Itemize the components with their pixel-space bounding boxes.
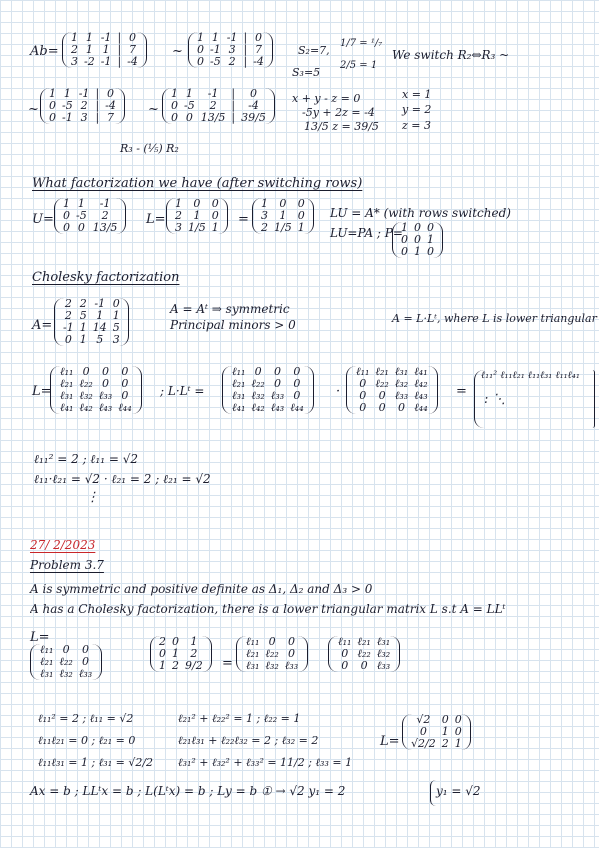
equals: = [238, 212, 249, 227]
matrix-cell: ℓ₃₁ [246, 659, 260, 672]
matrix-cell: 1 [159, 659, 166, 672]
date-heading: 27/ 2/2023 [30, 538, 96, 552]
matrix-cell: 0 [279, 197, 287, 210]
matrix-cell: 1 [71, 31, 78, 44]
calc-1: ℓ₁₁² = 2 ; ℓ₁₁ = √2 [38, 712, 134, 725]
matrix-cell: 7 [107, 111, 115, 124]
matrix-cell: 13/5 [92, 221, 118, 234]
matrix-cell: 7 [129, 43, 137, 56]
matrix-cell: 2 [261, 221, 268, 234]
matrix-cell: | [117, 55, 122, 68]
matrix-cell: | [117, 31, 122, 44]
matrix-cell: 0 [197, 55, 204, 68]
calc-4: ℓ₂₁² + ℓ₂₂² = 1 ; ℓ₂₂ = 1 [178, 712, 301, 725]
matrix-cell: ℓ₃₃ [394, 389, 409, 402]
matrix-cell: -5 [76, 209, 87, 222]
matrix-cell: ℓ₂₂ [375, 377, 389, 390]
problem-line-1: A is symmetric and positive definite as Δ₁, Δ₂ and Δ₃ > 0 [30, 582, 373, 596]
llt-label: ; L·Lᵗ = [160, 384, 205, 398]
problem-line-2: A has a Cholesky factorization, there is a lower triangular matrix L s.t A = LLᵗ [30, 602, 506, 616]
matrix-cell: ℓ₃₃ [376, 659, 391, 672]
l-matrix-switched [252, 198, 314, 234]
matrix-cell: 1 [77, 197, 85, 210]
matrix-cell: 0 [193, 197, 201, 210]
matrix-cell: ℓ₂₁ [375, 365, 389, 378]
matrix-cell: 1 [279, 209, 287, 222]
matrix-cell: 0 [274, 377, 282, 390]
matrix-cell: 0 [171, 111, 178, 124]
tilde: ~ [28, 102, 39, 117]
matrix-cell: 1 [190, 635, 198, 648]
fraction-2: 2/5 = 1 [340, 60, 378, 71]
matrix-cell: -1 [207, 87, 219, 100]
matrix-cell: 9/2 [185, 659, 203, 672]
calc-5: ℓ₂₁ℓ₃₁ + ℓ₂₂ℓ₃₂ = 2 ; ℓ₃₂ = 2 [178, 734, 319, 747]
matrix-cell: 0 [274, 365, 282, 378]
matrix-cell: 1 [171, 87, 178, 100]
l-label: L= [32, 384, 52, 399]
matrix-cell: ℓ₄₂ [414, 377, 428, 390]
matrix-cell: 0 [341, 659, 349, 672]
a-label: A= [32, 318, 53, 333]
matrix-cell: ℓ₄₁ [414, 365, 428, 378]
matrix-cell: 5 [112, 321, 120, 334]
matrix-cell: 2 [172, 659, 179, 672]
augmented-matrix-4 [162, 88, 275, 124]
equals: = [222, 656, 233, 671]
brace [430, 780, 439, 806]
matrix-cell: 0 [293, 377, 301, 390]
matrix-cell: 0 [63, 221, 70, 234]
matrix-cell: 1 [85, 31, 93, 44]
matrix-cell: 0 [159, 647, 166, 660]
matrix-cell: -5 [210, 55, 221, 68]
matrix-cell: ℓ₃₁ [60, 389, 74, 402]
matrix-cell: 0 [102, 365, 110, 378]
matrix-cell: 1 [193, 209, 201, 222]
matrix-cell: | [231, 99, 236, 112]
matrix-cell: 0 [64, 333, 72, 346]
matrix-cell: 1 [85, 43, 93, 56]
matrix-cell: | [231, 87, 236, 100]
matrix-cell: ℓ₃₂ [376, 647, 391, 660]
matrix-cell: | [95, 99, 100, 112]
matrix-cell: ℓ₄₂ [251, 401, 265, 414]
fraction-1: 1/7 = ¹/₇ [340, 38, 383, 49]
matrix-cell: 0 [398, 401, 406, 414]
matrix-cell: ℓ₃₃ [284, 659, 299, 672]
llt-note: A = L·Lᵗ, where L is lower triangular [392, 312, 597, 325]
matrix-cell: 5 [79, 309, 87, 322]
symmetric-note: A = Aᵗ ⇒ symmetric [170, 302, 290, 316]
matrix-cell: 1 [427, 233, 434, 246]
matrix-cell: -1 [99, 197, 111, 210]
matrix-cell: ℓ₂₁ [60, 377, 74, 390]
lu-note: LU = A* (with rows switched) [330, 206, 511, 220]
matrix-cell: 0 [419, 725, 427, 738]
matrix-cell: -5 [184, 99, 195, 112]
matrix-cell: 39/5 [241, 111, 266, 124]
l-unknown-matrix [30, 644, 102, 680]
matrix-cell: 3 [112, 333, 120, 346]
a-matrix-problem [150, 636, 212, 672]
s3-label: S₃=5 [292, 66, 321, 79]
matrix-cell: ℓ₃₁ [232, 389, 246, 402]
equation-3: 13/5 z = 39/5 [304, 120, 379, 133]
result-row: ℓ₁₁² ℓ₁₁ℓ₂₁ ℓ₁₁ℓ₃₁ ℓ₁₁ℓ₄₁ [474, 370, 586, 428]
matrix-cell: -1 [226, 31, 238, 44]
matrix-cell: 0 [82, 365, 90, 378]
problem-title: Problem 3.7 [30, 558, 104, 572]
l-matrix-factor [236, 636, 308, 672]
matrix-cell: 0 [121, 389, 129, 402]
matrix-cell: 3 [71, 55, 78, 68]
s2-label: S₂=7, [298, 44, 330, 57]
matrix-cell: | [243, 43, 248, 56]
matrix-cell: 0 [441, 713, 449, 726]
matrix-cell: 2 [79, 297, 87, 310]
equation-2: -5y + 2z = -4 [302, 106, 375, 119]
matrix-cell: 14 [92, 321, 107, 334]
matrix-cell: 1 [297, 221, 305, 234]
matrix-cell: ℓ₃₂ [251, 389, 265, 402]
matrix-cell: 1 [175, 197, 182, 210]
matrix-cell: ℓ₃₂ [59, 667, 73, 680]
matrix-cell: 1 [112, 309, 120, 322]
matrix-cell: 1 [172, 647, 179, 660]
matrix-cell: 1 [185, 87, 193, 100]
solution-z: z = 3 [402, 119, 432, 132]
matrix-cell: -1 [94, 297, 106, 310]
matrix-cell: 7 [255, 43, 263, 56]
matrix-cell: 0 [107, 87, 115, 100]
matrix-cell: ℓ₂₁ [40, 655, 54, 668]
matrix-cell: ℓ₄₁ [232, 401, 246, 414]
matrix-cell: 0 [341, 647, 349, 660]
matrix-cell: ℓ₃₂ [79, 389, 93, 402]
matrix-cell: 0 [414, 221, 421, 234]
matrix-cell: 2 [159, 635, 166, 648]
matrix-cell: 2 [441, 737, 449, 750]
dot: · [336, 384, 341, 399]
matrix-cell: 2 [190, 647, 198, 660]
matrix-cell: 1 [79, 333, 87, 346]
matrix-cell: 0 [288, 647, 296, 660]
matrix-cell: 1 [454, 737, 462, 750]
l-result-label: L= [380, 734, 400, 749]
matrix-cell: 1/5 [274, 221, 292, 234]
matrix-cell: 1 [96, 309, 104, 322]
matrix-cell: 0 [82, 655, 90, 668]
matrix-cell: ℓ₁₁ [338, 635, 352, 648]
matrix-cell: ℓ₁₁ [356, 365, 370, 378]
equation-1: x + y - z = 0 [292, 92, 361, 105]
matrix-cell: 1 [441, 725, 449, 738]
matrix-cell: -2 [84, 55, 95, 68]
tilde: ~ [172, 44, 183, 59]
matrix-cell: | [95, 111, 100, 124]
matrix-cell: ℓ₂₂ [59, 655, 73, 668]
matrix-cell: 0 [288, 635, 296, 648]
matrix-cell: 0 [359, 389, 367, 402]
augmented-matrix-2 [188, 32, 273, 68]
matrix-cell: 0 [414, 233, 421, 246]
matrix-cell: 0 [401, 233, 408, 246]
matrix-cell: 0 [121, 377, 129, 390]
matrix-cell: ℓ₃₃ [270, 389, 285, 402]
matrix-cell: 0 [378, 389, 386, 402]
matrix-cell: ℓ₂₁ [357, 635, 371, 648]
matrix-cell: -4 [248, 99, 259, 112]
u-matrix [54, 198, 126, 234]
l-label: L= [30, 630, 50, 645]
lu-pa: LU=PA ; P= [330, 226, 403, 240]
matrix-cell: 0 [293, 389, 301, 402]
matrix-cell: ℓ₄₄ [118, 401, 132, 414]
result-dots: : ⋱ [484, 392, 506, 407]
matrix-cell: 2 [175, 209, 182, 222]
l-generic-matrix [50, 366, 142, 414]
equals: = [456, 384, 467, 399]
matrix-cell: ℓ₂₁ [232, 377, 246, 390]
matrix-cell: -5 [62, 99, 73, 112]
matrix-cell: ℓ₂₂ [251, 377, 265, 390]
matrix-cell: 1 [211, 221, 219, 234]
matrix-cell: 3 [228, 43, 236, 56]
l-matrix [166, 198, 228, 234]
matrix-cell: 0 [211, 197, 219, 210]
matrix-cell: ℓ₄₃ [270, 401, 285, 414]
matrix-cell: 2 [228, 55, 236, 68]
matrix-cell: 0 [359, 377, 367, 390]
matrix-cell: 0 [427, 221, 434, 234]
matrix-cell: ℓ₂₂ [357, 647, 371, 660]
cholesky-step-2: ℓ₁₁·ℓ₂₁ = √2 · ℓ₂₁ = 2 ; ℓ₂₁ = √2 [34, 472, 211, 486]
matrix-cell: 0 [255, 31, 263, 44]
matrix-cell: ℓ₃₃ [98, 389, 113, 402]
matrix-cell: 1 [102, 43, 110, 56]
matrix-cell: 0 [112, 297, 120, 310]
matrix-cell: 2 [209, 99, 217, 112]
matrix-cell: -4 [253, 55, 264, 68]
augmented-matrix-1 [62, 32, 147, 68]
matrix-cell: 1 [63, 87, 71, 100]
matrix-cell: 0 [129, 31, 137, 44]
u-label: U= [32, 212, 54, 227]
l-matrix-product-left [222, 366, 314, 414]
ab-label: Ab= [30, 44, 59, 59]
matrix-cell: 0 [401, 245, 408, 258]
tilde: ~ [148, 102, 159, 117]
matrix-cell: ℓ₃₂ [394, 377, 409, 390]
matrix-cell: 2 [71, 43, 78, 56]
matrix-cell: 3 [175, 221, 182, 234]
minors-note: Principal minors > 0 [170, 318, 296, 332]
augmented-matrix-3 [40, 88, 125, 124]
matrix-cell: | [231, 111, 236, 124]
matrix-cell: 0 [121, 365, 129, 378]
matrix-cell: -1 [78, 87, 90, 100]
matrix-cell: 2 [80, 99, 88, 112]
factorization-heading: What factorization we have (after switching rows) [32, 176, 363, 191]
matrix-cell: 1/5 [188, 221, 206, 234]
calc-6: ℓ₃₁² + ℓ₃₂² + ℓ₃₃² = 11/2 ; ℓ₃₃ = 1 [178, 756, 353, 769]
matrix-cell: ℓ₁₁ [40, 643, 54, 656]
cholesky-step-1: ℓ₁₁² = 2 ; ℓ₁₁ = √2 [34, 452, 139, 466]
matrix-cell: 1 [211, 31, 219, 44]
matrix-cell: 0 [297, 197, 305, 210]
matrix-cell: ℓ₃₁ [40, 667, 54, 680]
matrix-cell: ℓ₂₂ [265, 647, 279, 660]
matrix-cell: 1 [79, 321, 87, 334]
matrix-cell: 0 [211, 209, 219, 222]
lt-matrix [346, 366, 438, 414]
matrix-cell: 0 [172, 635, 179, 648]
matrix-cell: | [117, 43, 122, 56]
matrix-cell: 0 [359, 401, 367, 414]
matrix-cell: ℓ₄₄ [414, 401, 428, 414]
matrix-cell: 0 [378, 401, 386, 414]
matrix-cell: 1 [401, 221, 408, 234]
matrix-cell: 0 [454, 713, 462, 726]
vertical-dots: ⋮ [86, 490, 99, 505]
matrix-cell: ℓ₂₂ [79, 377, 93, 390]
solve-line: Ax = b ; LLᵗx = b ; L(Lᵗx) = b ; Ly = b ① → √2 y₁ = 2 [30, 784, 346, 798]
matrix-cell: 0 [49, 99, 56, 112]
matrix-cell: ℓ₃₂ [265, 659, 279, 672]
matrix-cell: 0 [254, 365, 262, 378]
solve-y1: y₁ = √2 [436, 784, 481, 798]
matrix-cell: ℓ₃₁ [376, 635, 391, 648]
a-matrix [54, 298, 129, 346]
row-operation: R₃ - (⅕) R₂ [120, 142, 179, 155]
matrix-cell: ℓ₄₂ [79, 401, 93, 414]
matrix-cell: ℓ₄₄ [290, 401, 304, 414]
matrix-cell: 0 [185, 111, 193, 124]
matrix-cell: -1 [100, 55, 112, 68]
matrix-cell: 5 [96, 333, 104, 346]
matrix-cell: 0 [268, 635, 276, 648]
matrix-cell: ℓ₄₃ [98, 401, 113, 414]
matrix-cell: | [243, 55, 248, 68]
result-bracket [590, 370, 595, 428]
matrix-cell: 0 [293, 365, 301, 378]
matrix-cell: -1 [63, 321, 74, 334]
matrix-cell: 0 [82, 643, 90, 656]
matrix-cell: ℓ₄₃ [414, 389, 428, 402]
matrix-cell: 1 [261, 197, 268, 210]
matrix-cell: 13/5 [200, 111, 226, 124]
l-label: L= [146, 212, 166, 227]
matrix-cell: 1 [49, 87, 56, 100]
matrix-cell: ℓ₁₁ [60, 365, 74, 378]
matrix-cell: ℓ₃₃ [78, 667, 93, 680]
matrix-cell: 0 [197, 43, 204, 56]
matrix-cell: 0 [249, 87, 257, 100]
switch-note: We switch R₂⇔R₃ ~ [392, 48, 510, 62]
matrix-cell: 0 [454, 725, 462, 738]
matrix-cell: 0 [360, 659, 368, 672]
matrix-cell: 3 [80, 111, 88, 124]
matrix-cell: 0 [297, 209, 305, 222]
matrix-cell: -1 [62, 111, 73, 124]
matrix-cell: 2 [64, 297, 72, 310]
matrix-cell: 0 [102, 377, 110, 390]
matrix-cell: 3 [261, 209, 268, 222]
matrix-cell: ℓ₁₁ [232, 365, 246, 378]
matrix-cell: ℓ₂₁ [246, 647, 260, 660]
cholesky-heading: Cholesky factorization [32, 270, 180, 285]
matrix-cell: 0 [63, 209, 70, 222]
matrix-cell: ℓ₄₁ [60, 401, 74, 414]
matrix-cell: √2 [416, 713, 431, 726]
matrix-cell: 0 [77, 221, 85, 234]
matrix-cell: 0 [171, 99, 178, 112]
matrix-cell: 1 [197, 31, 204, 44]
matrix-cell: 0 [62, 643, 70, 656]
matrix-cell: -4 [105, 99, 116, 112]
matrix-cell: 1 [63, 197, 70, 210]
solution-y: y = 2 [402, 103, 432, 116]
matrix-cell: ℓ₃₁ [394, 365, 409, 378]
matrix-cell: 2 [64, 309, 72, 322]
matrix-cell: √2/2 [411, 737, 436, 750]
lt-matrix-factor [328, 636, 400, 672]
matrix-cell: 0 [49, 111, 56, 124]
matrix-cell: -1 [100, 31, 112, 44]
calc-3: ℓ₁₁ℓ₃₁ = 1 ; ℓ₃₁ = √2/2 [38, 756, 154, 769]
matrix-cell: 1 [414, 245, 421, 258]
matrix-cell: -4 [127, 55, 138, 68]
matrix-cell: 2 [101, 209, 109, 222]
matrix-cell: -1 [210, 43, 221, 56]
l-result-matrix [402, 714, 471, 750]
p-matrix [392, 222, 443, 258]
matrix-cell: | [243, 31, 248, 44]
calc-2: ℓ₁₁ℓ₂₁ = 0 ; ℓ₂₁ = 0 [38, 734, 136, 747]
matrix-cell: ℓ₁₁ [246, 635, 260, 648]
matrix-cell: 0 [427, 245, 434, 258]
matrix-cell: | [95, 87, 100, 100]
solution-x: x = 1 [402, 88, 432, 101]
